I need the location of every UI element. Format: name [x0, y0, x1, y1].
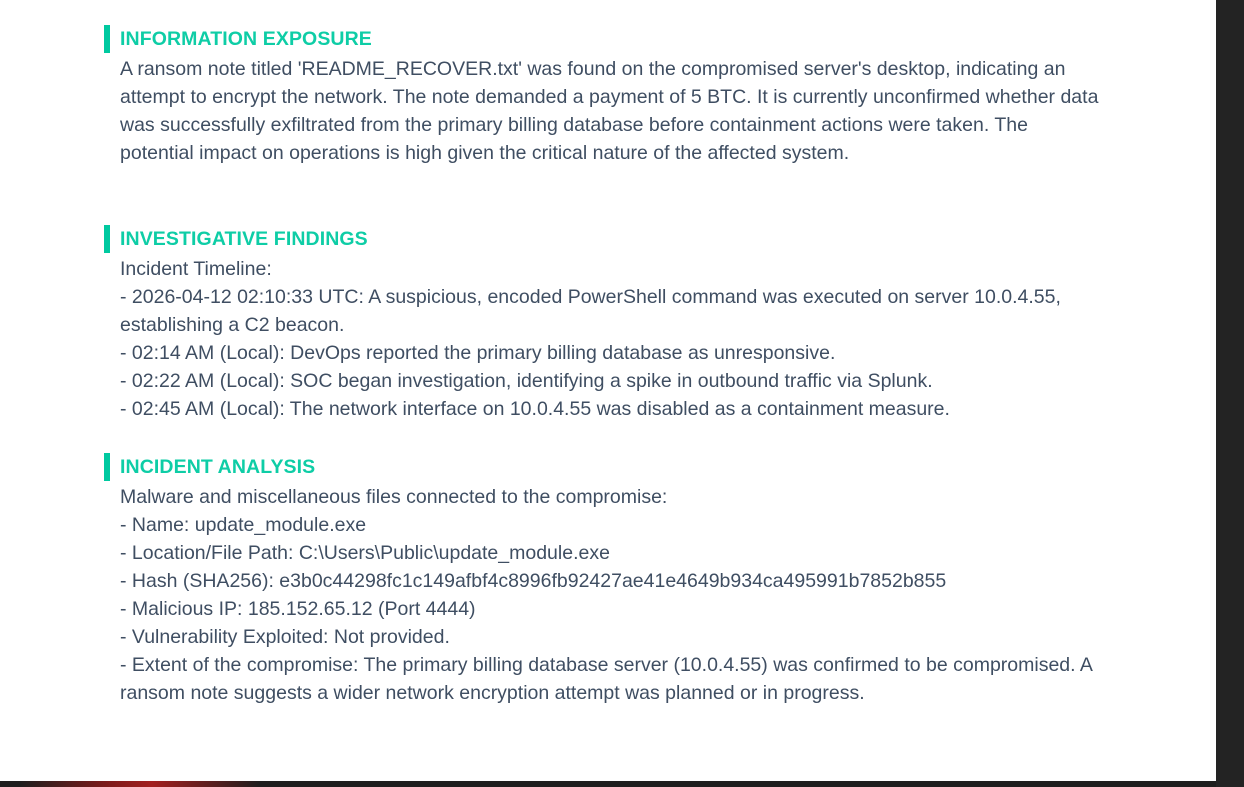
section-investigative-findings	[104, 225, 1194, 423]
timeline-intro: Incident Timeline:	[120, 258, 272, 280]
viewer-scrollbar-track[interactable]	[1216, 0, 1244, 787]
section-body	[120, 255, 1194, 423]
section-body	[120, 483, 1194, 707]
information-exposure-paragraph: A ransom note titled 'README_RECOVER.txt' was found on the compromised server's desktop, indicating an attempt to encrypt the network. The note demanded a payment of 5 BTC. It is currently unconfirmed whether data was successfully exfiltrated from the primary billing database before containment actions were taken. The potential impact on operations is high given the critical nature of the affected system.	[120, 58, 1099, 164]
section-title: INFORMATION EXPOSURE	[120, 28, 372, 50]
section-title: INCIDENT ANALYSIS	[120, 456, 316, 478]
section-title: INVESTIGATIVE FINDINGS	[120, 228, 368, 250]
frame-accent-glow	[20, 781, 260, 787]
timeline-item: - 02:14 AM (Local): DevOps reported the primary billing database as unresponsive.	[120, 342, 836, 364]
analysis-item: - Extent of the compromise: The primary billing database server (10.0.4.55) was confirmed to be compromised. A ransom note suggests a wider network encryption attempt was planned or in progress.	[120, 654, 1092, 704]
viewer-bottom-frame	[0, 781, 1216, 787]
section-information-exposure	[104, 25, 1194, 167]
section-incident-analysis	[104, 453, 1194, 707]
section-heading	[104, 453, 1194, 481]
analysis-item: - Name: update_module.exe	[120, 514, 367, 536]
heading-accent-bar	[104, 453, 110, 481]
timeline-item: - 2026-04-12 02:10:33 UTC: A suspicious, encoded PowerShell command was executed on server 10.0.4.55, establishing a C2 beacon.	[120, 286, 1061, 336]
analysis-item: - Malicious IP: 185.152.65.12 (Port 4444)	[120, 598, 476, 620]
analysis-item: - Hash (SHA256): e3b0c44298fc1c149afbf4c8996fb92427ae41e4649b934ca495991b7852b855	[120, 570, 947, 592]
timeline-item: - 02:45 AM (Local): The network interface on 10.0.4.55 was disabled as a containment measure.	[120, 398, 950, 420]
section-heading	[104, 25, 1194, 53]
analysis-item: - Vulnerability Exploited: Not provided.	[120, 626, 450, 648]
heading-accent-bar	[104, 25, 110, 53]
analysis-item: - Location/File Path: C:\Users\Public\update_module.exe	[120, 542, 610, 564]
section-body	[120, 55, 1194, 167]
timeline-item: - 02:22 AM (Local): SOC began investigation, identifying a spike in outbound traffic via Splunk.	[120, 370, 933, 392]
heading-accent-bar	[104, 225, 110, 253]
analysis-intro: Malware and miscellaneous files connected to the compromise:	[120, 486, 668, 508]
section-heading	[104, 225, 1194, 253]
